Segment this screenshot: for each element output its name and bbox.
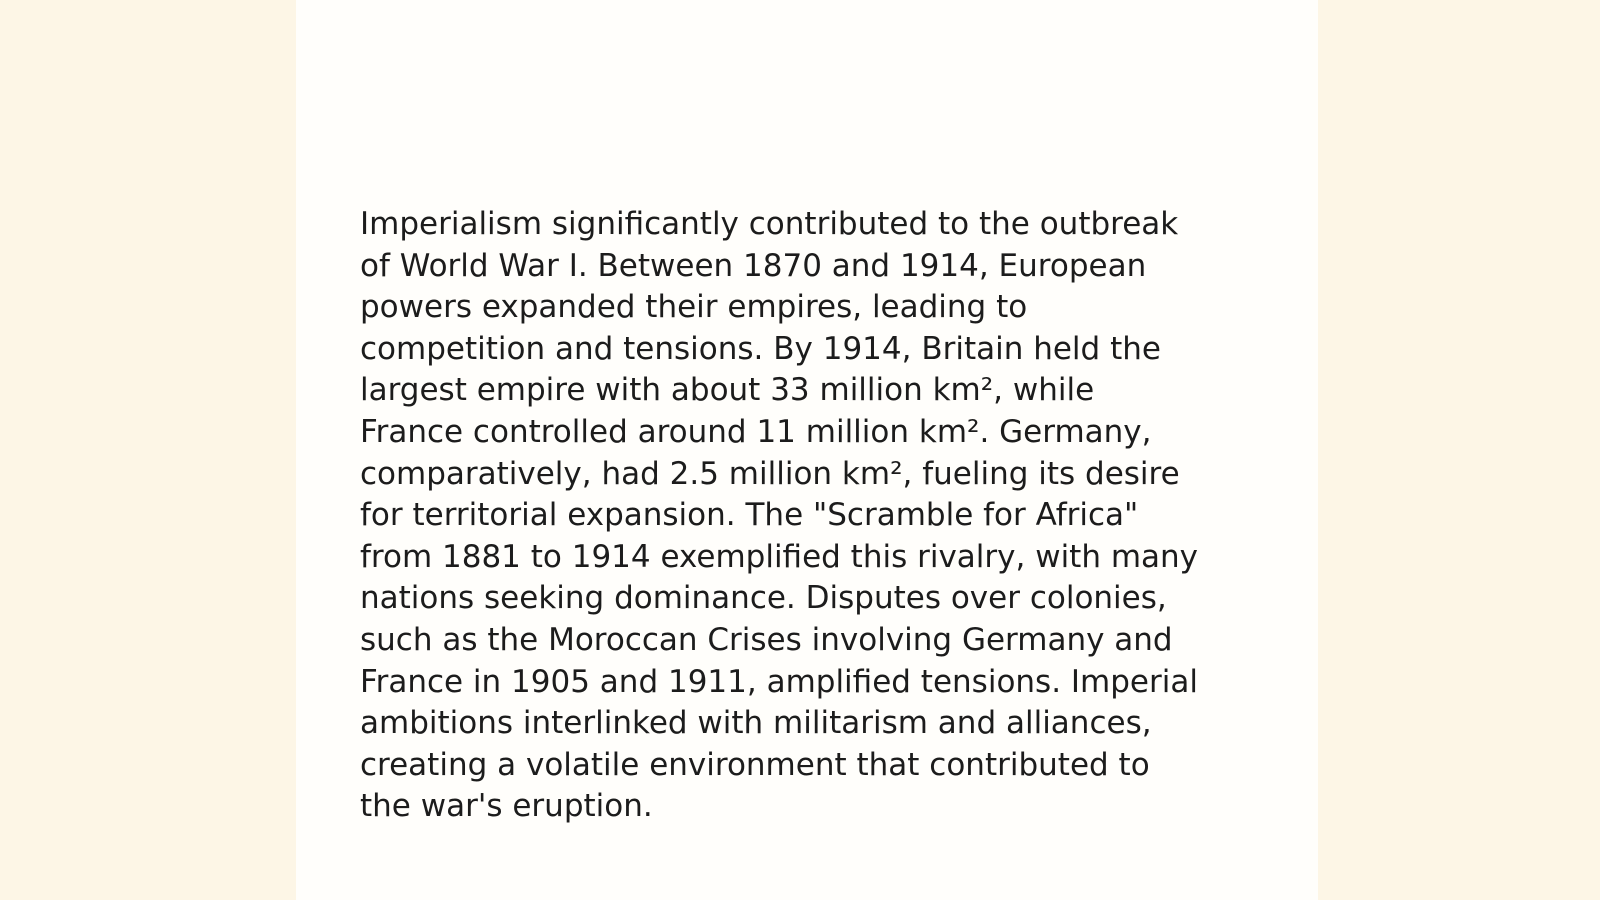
paragraph-line: powers expanded their empires, leading to: [360, 289, 1028, 326]
paragraph-line: comparatively, had 2.5 million km², fueling its desire: [360, 455, 1180, 492]
paragraph-line: the war's eruption.: [360, 788, 653, 825]
paragraph-line: from 1881 to 1914 exemplified this rivalry, with many: [360, 538, 1199, 575]
paragraph-line: such as the Moroccan Crises involving Germany and: [360, 621, 1173, 658]
paragraph-line: of World War I. Between 1870 and 1914, European: [360, 247, 1147, 284]
paragraph-line: for territorial expansion. The "Scramble for Africa": [360, 497, 1139, 534]
paragraph-line: largest empire with about 33 million km², while: [360, 372, 1095, 409]
paragraph-line: France in 1905 and 1911, amplified tensions. Imperial: [360, 663, 1198, 700]
paragraph-line: France controlled around 11 million km². Germany,: [360, 413, 1152, 450]
paragraph-line: nations seeking dominance. Disputes over colonies,: [360, 580, 1167, 617]
paragraph-line: Imperialism significantly contributed to the outbreak: [360, 206, 1179, 242]
paragraph-line: creating a volatile environment that contributed to: [360, 746, 1150, 783]
paragraph-line: competition and tensions. By 1914, Britain held the: [360, 330, 1161, 367]
paragraph-line: ambitions interlinked with militarism and alliances,: [360, 705, 1152, 742]
body-paragraph: [360, 204, 1240, 828]
